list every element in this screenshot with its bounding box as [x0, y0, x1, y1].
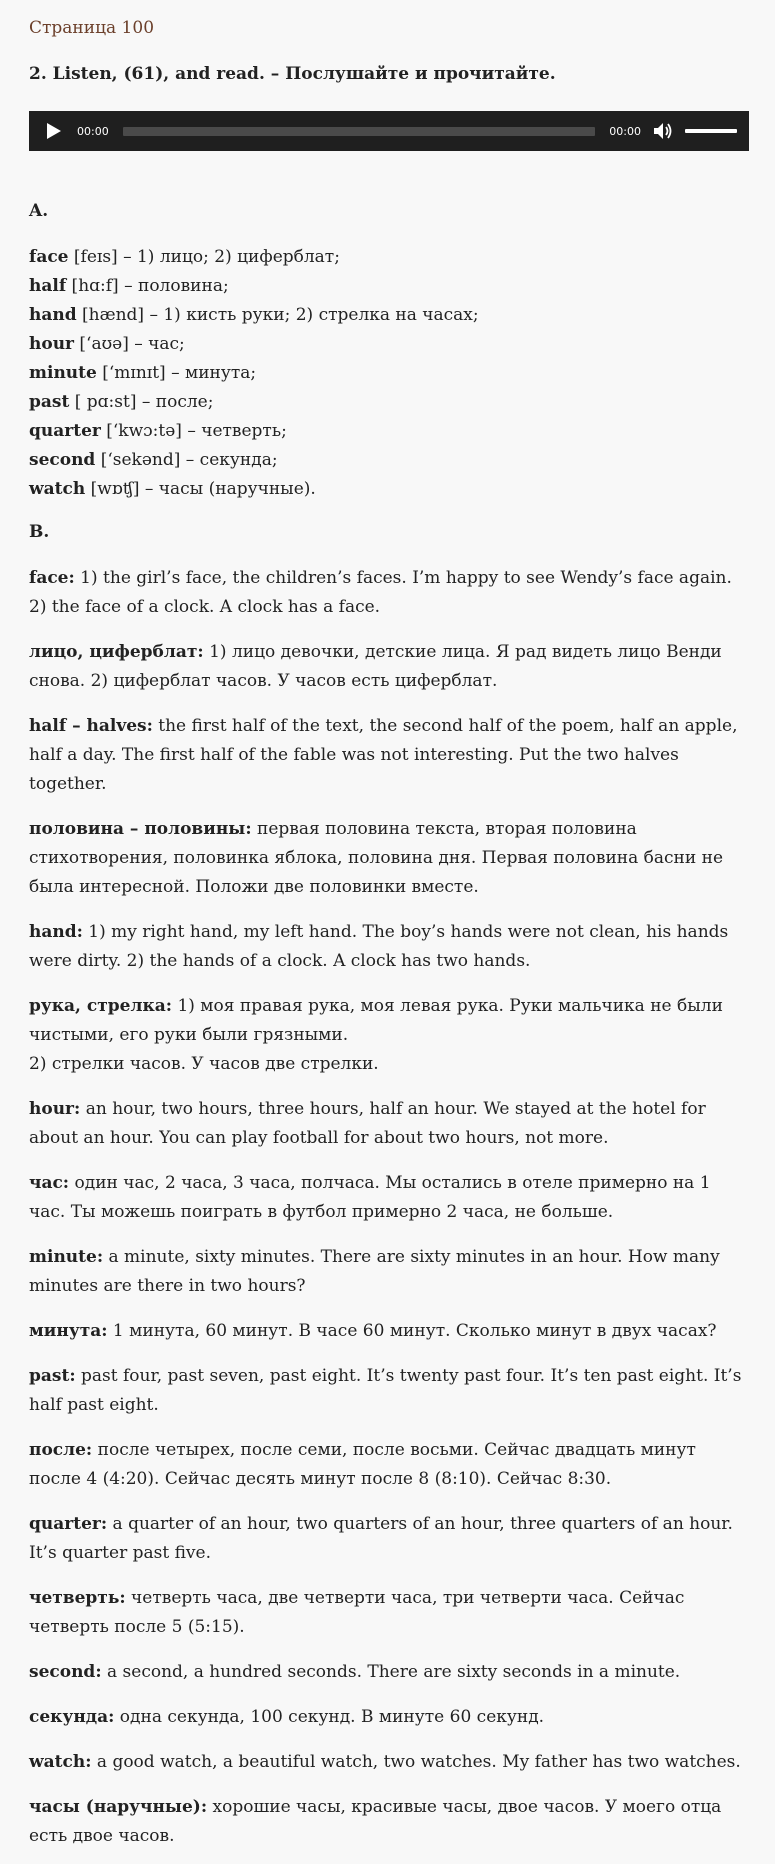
- example-paragraph: [29, 564, 746, 622]
- example-paragraph: [29, 1658, 746, 1687]
- example-text: 2) стрелки часов. У часов две стрелки.: [29, 1054, 379, 1074]
- vocab-definition: [hɑ:f] – половина;: [66, 276, 229, 296]
- vocab-item: [29, 446, 746, 475]
- example-term: половина – половины:: [29, 819, 252, 839]
- example-paragraph: [29, 712, 746, 799]
- vocab-definition: [wɒʧ] – часы (наручные).: [85, 479, 316, 499]
- example-paragraph: [29, 1317, 746, 1346]
- example-line: [29, 819, 723, 897]
- vocab-definition: [‘kwɔ:tə] – четверть;: [100, 421, 287, 441]
- example-line: [29, 996, 723, 1045]
- example-text: первая половина текста, вторая половина стихотворения, половинка яблока, половина дня. Первая половина басни не была интересной. Положи две половинки вместе.: [29, 819, 724, 897]
- example-line: [29, 716, 737, 794]
- example-text: четверть часа, две четверти часа, три четверти часа. Сейчас четверть после 5 (5:15).: [29, 1588, 685, 1637]
- example-text: после четырех, после семи, после восьми. Сейчас двадцать минут после 4 (4:20). Сейчас десять минут после 8 (8:10). Сейчас 8:30.: [29, 1440, 696, 1489]
- example-term: second:: [29, 1662, 102, 1682]
- example-term: half – halves:: [29, 716, 153, 736]
- example-term: четверть:: [29, 1588, 126, 1608]
- example-text: a second, a hundred seconds. There are sixty seconds in a minute.: [101, 1662, 681, 1682]
- example-line: [29, 1514, 733, 1563]
- vocab-item: [29, 475, 746, 504]
- example-paragraph: [29, 638, 746, 696]
- vocab-word: half: [29, 276, 67, 296]
- example-text: 1) моя правая рука, моя левая рука. Руки мальчика не были чистыми, его руки были грязными.: [29, 996, 723, 1045]
- example-term: после:: [29, 1440, 93, 1460]
- vocab-definition: [feɪs] – 1) лицо; 2) циферблат;: [68, 247, 340, 267]
- example-text: один час, 2 часа, 3 часа, полчаса. Мы остались в отеле примерно на 1 час. Ты можешь поиграть в футбол примерно 2 часа, не больше.: [29, 1173, 711, 1222]
- examples-list: [29, 564, 746, 1851]
- example-paragraph: [29, 1095, 746, 1153]
- vocab-item: [29, 388, 746, 417]
- example-text: the first half of the text, the second half of the poem, half an apple, half a day. The first half of the fable was not interesting. Put the two halves together.: [29, 716, 738, 794]
- example-term: hand:: [29, 922, 83, 942]
- example-paragraph: [29, 918, 746, 976]
- example-text: одна секунда, 100 секунд. В минуте 60 секунд.: [114, 1707, 545, 1727]
- example-term: past:: [29, 1366, 76, 1386]
- vocab-word: hour: [29, 334, 75, 354]
- example-paragraph: [29, 1510, 746, 1568]
- example-text: a quarter of an hour, two quarters of an hour, three quarters of an hour. It’s quarter past five.: [29, 1514, 733, 1563]
- vocab-item: [29, 272, 746, 301]
- example-paragraph: [29, 1793, 746, 1851]
- example-term: лицо, циферблат:: [29, 642, 204, 662]
- example-line: [29, 1247, 720, 1296]
- example-paragraph: [29, 1436, 746, 1494]
- example-term: часы (наручные):: [29, 1797, 208, 1817]
- example-text: 1) лицо девочки, детские лица. Я рад видеть лицо Венди снова. 2) циферблат часов. У часов есть циферблат.: [29, 642, 722, 691]
- example-text: 1) my right hand, my left hand. The boy’s hands were not clean, his hands were dirty. 2) the hands of a clock. A clock has two hands.: [29, 922, 729, 971]
- example-term: minute:: [29, 1247, 104, 1267]
- example-term: quarter:: [29, 1514, 108, 1534]
- vocab-definition: [‘sekənd] – секунда;: [95, 450, 278, 470]
- vocab-word: quarter: [29, 421, 101, 441]
- section-a-heading: A.: [29, 201, 49, 221]
- example-text: past four, past seven, past eight. It’s twenty past four. It’s ten past eight. It’s half past eight.: [29, 1366, 742, 1415]
- example-paragraph: [29, 1169, 746, 1227]
- example-paragraph: [29, 1243, 746, 1301]
- vocab-word: watch: [29, 479, 86, 499]
- task-title: 2. Listen, (61), and read. – Послушайте и прочитайте.: [29, 64, 556, 84]
- vocab-definition: [‘aʊə] – час;: [74, 334, 185, 354]
- example-line: [29, 1797, 721, 1846]
- example-paragraph: [29, 1584, 746, 1642]
- example-paragraph: [29, 1748, 746, 1777]
- page-label: Страница 100: [29, 18, 155, 38]
- vocab-definition: [hænd] – 1) кисть руки; 2) стрелка на часах;: [76, 305, 479, 325]
- vocab-definition: [ pɑ:st] – после;: [69, 392, 214, 412]
- example-term: рука, стрелка:: [29, 996, 173, 1016]
- example-term: face:: [29, 568, 75, 588]
- example-line: [29, 1588, 684, 1637]
- vocab-list: [29, 243, 746, 504]
- example-line: [29, 922, 728, 971]
- vocab-item: [29, 359, 746, 388]
- audio-player: [29, 111, 749, 151]
- speaker-icon[interactable]: [653, 122, 673, 140]
- example-paragraph: [29, 815, 746, 902]
- example-text: a good watch, a beautiful watch, two watches. My father has two watches.: [91, 1752, 741, 1772]
- duration-time: 00:00: [609, 124, 641, 138]
- example-text: 1 минута, 60 минут. В часе 60 минут. Сколько минут в двух часах?: [107, 1321, 717, 1341]
- vocab-word: past: [29, 392, 70, 412]
- progress-bar[interactable]: [123, 127, 596, 136]
- vocab-word: face: [29, 247, 69, 267]
- vocab-item: [29, 330, 746, 359]
- example-term: секунда:: [29, 1707, 115, 1727]
- example-text: 1) the girl’s face, the children’s faces. I’m happy to see Wendy’s face again. 2) the face of a clock. A clock has a face.: [29, 568, 732, 617]
- vocab-word: second: [29, 450, 96, 470]
- example-paragraph: [29, 1362, 746, 1420]
- section-b-heading: B.: [29, 522, 50, 542]
- vocab-word: minute: [29, 363, 97, 383]
- volume-slider[interactable]: [685, 129, 737, 133]
- example-line: [29, 1050, 746, 1079]
- example-term: watch:: [29, 1752, 92, 1772]
- example-line: [29, 642, 722, 691]
- example-line: [29, 1707, 544, 1727]
- vocab-item: [29, 301, 746, 330]
- example-paragraph: [29, 1703, 746, 1732]
- example-term: час:: [29, 1173, 70, 1193]
- example-paragraph: [29, 992, 746, 1079]
- example-line: [29, 1662, 680, 1682]
- example-term: минута:: [29, 1321, 108, 1341]
- play-icon[interactable]: [47, 123, 61, 139]
- example-text: a minute, sixty minutes. There are sixty minutes in an hour. How many minutes are there in two hours?: [29, 1247, 720, 1296]
- example-line: [29, 1099, 706, 1148]
- example-text: хорошие часы, красивые часы, двое часов. У моего отца есть двое часов.: [29, 1797, 722, 1846]
- example-line: [29, 1321, 717, 1341]
- example-line: [29, 1440, 696, 1489]
- example-text: an hour, two hours, three hours, half an hour. We stayed at the hotel for about an hour. You can play football for about two hours, not more.: [29, 1099, 706, 1148]
- example-line: [29, 568, 732, 617]
- vocab-item: [29, 417, 746, 446]
- vocab-definition: [‘mɪnɪt] – минута;: [96, 363, 257, 383]
- example-line: [29, 1173, 711, 1222]
- vocab-word: hand: [29, 305, 77, 325]
- example-term: hour:: [29, 1099, 81, 1119]
- current-time: 00:00: [77, 124, 109, 138]
- example-line: [29, 1366, 741, 1415]
- vocab-item: [29, 243, 746, 272]
- example-line: [29, 1752, 741, 1772]
